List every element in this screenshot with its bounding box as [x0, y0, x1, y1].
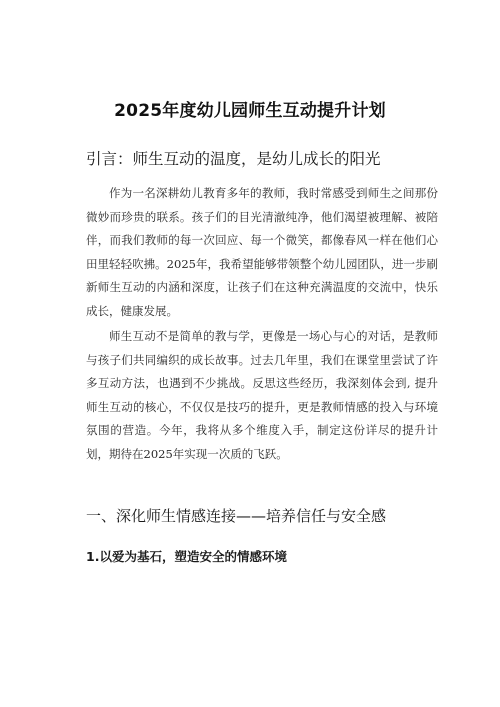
subsection-heading-1: 1.以爱为基石，塑造安全的情感环境	[86, 549, 287, 564]
body-paragraph-2: 师生互动不是简单的教与学，更像是一场心与心的对话，是教师与孩子们共同编织的成长故事。过去几年里，我们在课堂里尝试了许多互动方法，也遇到不少挑战。反思这些经历，我深刻体会到, 提升师生互动的核心，不仅仅是技巧的提升，更是教师情感的投入与环境氛围的营造。今年，我将从多个维度入手，制定这份详尽的提升计划，期待在2025年实现一次质的飞跃。	[86, 329, 438, 461]
body-paragraph-1: 作为一名深耕幼儿教育多年的教师，我时常感受到师生之间那份微妙而珍贵的联系。孩子们的目光清澈纯净，他们渴望被理解、被陪伴，而我们教师的每一次回应、每一个微笑，都像春风一样在他们心田里轻轻吹拂。2025年，我希望能够带领整个幼儿园团队，进一步刷新师生互动的内涵和深度，让孩子们在这种充满温度的交流中，快乐成长，健康发展。	[86, 186, 438, 318]
section-heading-1: 一、深化师生情感连接——培养信任与安全感	[86, 507, 387, 525]
intro-heading: 引言：师生互动的温度，是幼儿成长的阳光	[86, 150, 381, 168]
document-title: 2025年度幼儿园师生互动提升计划	[114, 101, 386, 121]
